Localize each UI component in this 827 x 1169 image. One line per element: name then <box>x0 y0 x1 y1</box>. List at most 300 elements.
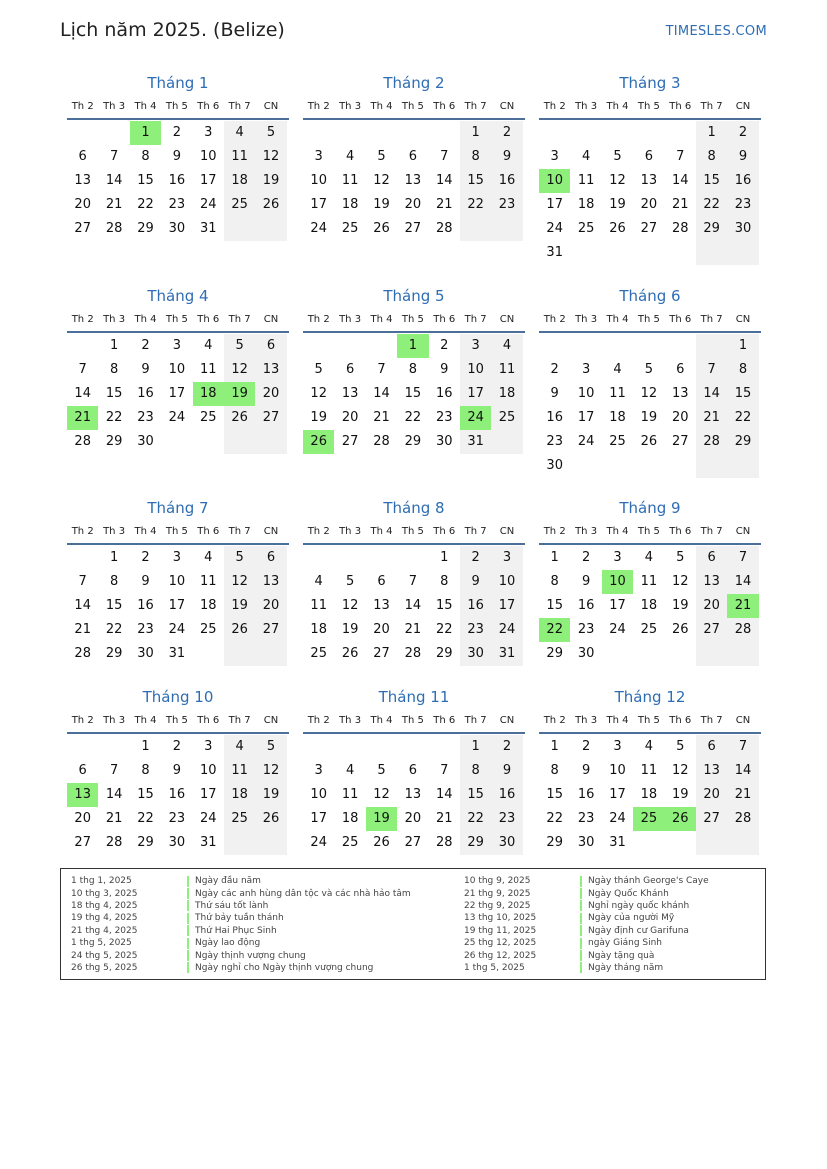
day-cell[interactable]: 16 <box>577 598 595 613</box>
day-cell[interactable]: 14 <box>105 787 123 802</box>
day-cell[interactable]: 8 <box>460 759 491 783</box>
day-cell[interactable]: 27 <box>373 646 390 661</box>
day-cell[interactable]: 11 <box>310 598 327 613</box>
day-cell[interactable]: 28 <box>727 807 758 831</box>
day-cell[interactable]: 1 <box>550 739 559 754</box>
holiday-day-cell[interactable]: 24 <box>460 406 491 430</box>
day-cell[interactable]: 8 <box>460 145 491 169</box>
day-cell[interactable]: 20 <box>696 594 727 618</box>
day-cell[interactable]: 23 <box>491 807 522 831</box>
day-cell[interactable]: 3 <box>204 739 213 754</box>
day-cell[interactable]: 21 <box>105 811 123 826</box>
day-cell[interactable]: 16 <box>435 386 453 401</box>
day-cell[interactable]: 28 <box>74 646 91 661</box>
day-cell[interactable]: 1 <box>440 550 449 565</box>
day-cell[interactable]: 4 <box>224 735 255 759</box>
holiday-day-cell[interactable]: 26 <box>665 807 696 831</box>
day-cell[interactable]: 29 <box>404 434 422 449</box>
day-cell[interactable]: 17 <box>546 197 563 212</box>
day-cell[interactable]: 24 <box>609 811 626 826</box>
day-cell[interactable]: 5 <box>255 735 286 759</box>
day-cell[interactable]: 19 <box>341 622 359 637</box>
day-cell[interactable]: 28 <box>696 430 727 454</box>
day-cell[interactable]: 4 <box>581 149 591 164</box>
day-cell[interactable]: 13 <box>696 570 727 594</box>
day-cell[interactable]: 11 <box>640 763 658 778</box>
day-cell[interactable]: 15 <box>105 598 123 613</box>
day-cell[interactable]: 13 <box>404 173 422 188</box>
day-cell[interactable]: 28 <box>435 221 453 236</box>
day-cell[interactable]: 2 <box>550 362 559 377</box>
holiday-day-cell[interactable]: 21 <box>727 594 758 618</box>
day-cell[interactable]: 17 <box>310 811 327 826</box>
day-cell[interactable]: 30 <box>168 835 186 850</box>
day-cell[interactable]: 20 <box>255 594 286 618</box>
day-cell[interactable]: 29 <box>546 835 563 850</box>
day-cell[interactable]: 10 <box>460 358 491 382</box>
day-cell[interactable]: 17 <box>491 594 522 618</box>
holiday-day-cell[interactable]: 21 <box>67 406 98 430</box>
day-cell[interactable]: 30 <box>435 434 453 449</box>
holiday-day-cell[interactable]: 1 <box>397 334 428 358</box>
day-cell[interactable]: 5 <box>676 739 685 754</box>
day-cell[interactable]: 31 <box>460 430 491 454</box>
day-cell[interactable]: 23 <box>577 811 595 826</box>
day-cell[interactable]: 24 <box>310 221 327 236</box>
day-cell[interactable]: 27 <box>341 434 359 449</box>
day-cell[interactable]: 7 <box>78 362 87 377</box>
day-cell[interactable]: 9 <box>440 362 449 377</box>
day-cell[interactable]: 8 <box>550 574 559 589</box>
day-cell[interactable]: 27 <box>404 835 422 850</box>
day-cell[interactable]: 4 <box>204 338 213 353</box>
day-cell[interactable]: 6 <box>408 763 417 778</box>
day-cell[interactable]: 21 <box>74 622 91 637</box>
day-cell[interactable]: 20 <box>373 622 390 637</box>
day-cell[interactable]: 21 <box>435 811 453 826</box>
day-cell[interactable]: 11 <box>224 759 255 783</box>
day-cell[interactable]: 16 <box>546 410 563 425</box>
day-cell[interactable]: 21 <box>404 622 422 637</box>
holiday-day-cell[interactable]: 25 <box>633 807 664 831</box>
day-cell[interactable]: 26 <box>671 622 689 637</box>
day-cell[interactable]: 5 <box>255 121 286 145</box>
day-cell[interactable]: 28 <box>727 618 758 642</box>
day-cell[interactable]: 17 <box>609 598 626 613</box>
day-cell[interactable]: 24 <box>168 622 186 637</box>
day-cell[interactable]: 6 <box>644 149 653 164</box>
day-cell[interactable]: 3 <box>581 362 591 377</box>
day-cell[interactable]: 9 <box>581 763 591 778</box>
day-cell[interactable]: 19 <box>310 410 327 425</box>
day-cell[interactable]: 25 <box>310 646 327 661</box>
day-cell[interactable]: 26 <box>640 434 658 449</box>
day-cell[interactable]: 17 <box>168 598 186 613</box>
day-cell[interactable]: 1 <box>109 550 119 565</box>
day-cell[interactable]: 6 <box>78 149 87 164</box>
day-cell[interactable]: 19 <box>255 169 286 193</box>
day-cell[interactable]: 18 <box>640 787 658 802</box>
day-cell[interactable]: 20 <box>404 197 422 212</box>
day-cell[interactable]: 24 <box>577 434 595 449</box>
day-cell[interactable]: 23 <box>435 410 453 425</box>
day-cell[interactable]: 3 <box>204 125 213 140</box>
day-cell[interactable]: 2 <box>581 550 591 565</box>
day-cell[interactable]: 15 <box>727 382 758 406</box>
day-cell[interactable]: 18 <box>310 622 327 637</box>
day-cell[interactable]: 26 <box>341 646 359 661</box>
day-cell[interactable]: 27 <box>696 807 727 831</box>
day-cell[interactable]: 21 <box>696 406 727 430</box>
day-cell[interactable]: 18 <box>491 382 522 406</box>
day-cell[interactable]: 12 <box>341 598 359 613</box>
day-cell[interactable]: 13 <box>373 598 390 613</box>
day-cell[interactable]: 7 <box>676 149 685 164</box>
day-cell[interactable]: 12 <box>310 386 327 401</box>
day-cell[interactable]: 26 <box>373 221 390 236</box>
day-cell[interactable]: 4 <box>204 550 213 565</box>
day-cell[interactable]: 9 <box>491 759 522 783</box>
day-cell[interactable]: 3 <box>613 550 622 565</box>
day-cell[interactable]: 21 <box>435 197 453 212</box>
day-cell[interactable]: 15 <box>137 173 154 188</box>
day-cell[interactable]: 29 <box>727 430 758 454</box>
day-cell[interactable]: 28 <box>105 835 123 850</box>
day-cell[interactable]: 1 <box>550 550 559 565</box>
day-cell[interactable]: 25 <box>577 221 595 236</box>
day-cell[interactable]: 13 <box>696 759 727 783</box>
day-cell[interactable]: 19 <box>671 598 689 613</box>
day-cell[interactable]: 14 <box>404 598 422 613</box>
day-cell[interactable]: 6 <box>78 763 87 778</box>
day-cell[interactable]: 23 <box>168 197 186 212</box>
day-cell[interactable]: 1 <box>727 334 758 358</box>
day-cell[interactable]: 12 <box>224 570 255 594</box>
day-cell[interactable]: 27 <box>255 618 286 642</box>
day-cell[interactable]: 29 <box>137 835 154 850</box>
day-cell[interactable]: 4 <box>314 574 323 589</box>
day-cell[interactable]: 29 <box>696 217 727 241</box>
day-cell[interactable]: 27 <box>696 618 727 642</box>
day-cell[interactable]: 14 <box>373 386 390 401</box>
day-cell[interactable]: 14 <box>74 598 91 613</box>
day-cell[interactable]: 22 <box>105 622 123 637</box>
day-cell[interactable]: 31 <box>491 642 522 666</box>
day-cell[interactable]: 26 <box>224 618 255 642</box>
day-cell[interactable]: 24 <box>199 197 217 212</box>
day-cell[interactable]: 31 <box>609 835 626 850</box>
day-cell[interactable]: 22 <box>460 807 491 831</box>
day-cell[interactable]: 18 <box>199 598 217 613</box>
day-cell[interactable]: 12 <box>373 787 390 802</box>
day-cell[interactable]: 30 <box>491 831 522 855</box>
day-cell[interactable]: 2 <box>440 338 449 353</box>
day-cell[interactable]: 26 <box>255 807 286 831</box>
day-cell[interactable]: 5 <box>224 334 255 358</box>
day-cell[interactable]: 19 <box>640 410 658 425</box>
day-cell[interactable]: 11 <box>341 787 359 802</box>
day-cell[interactable]: 14 <box>727 759 758 783</box>
day-cell[interactable]: 4 <box>613 362 622 377</box>
day-cell[interactable]: 4 <box>345 149 355 164</box>
day-cell[interactable]: 1 <box>141 739 150 754</box>
day-cell[interactable]: 2 <box>581 739 591 754</box>
day-cell[interactable]: 16 <box>577 787 595 802</box>
day-cell[interactable]: 12 <box>255 145 286 169</box>
day-cell[interactable]: 3 <box>172 338 181 353</box>
day-cell[interactable]: 30 <box>577 646 595 661</box>
day-cell[interactable]: 8 <box>727 358 758 382</box>
day-cell[interactable]: 27 <box>255 406 286 430</box>
day-cell[interactable]: 12 <box>255 759 286 783</box>
day-cell[interactable]: 19 <box>609 197 626 212</box>
day-cell[interactable]: 22 <box>105 410 123 425</box>
day-cell[interactable]: 14 <box>105 173 123 188</box>
day-cell[interactable]: 9 <box>141 574 150 589</box>
day-cell[interactable]: 8 <box>141 763 150 778</box>
day-cell[interactable]: 20 <box>696 783 727 807</box>
day-cell[interactable]: 4 <box>644 550 653 565</box>
day-cell[interactable]: 16 <box>137 386 154 401</box>
day-cell[interactable]: 30 <box>168 221 186 236</box>
day-cell[interactable]: 24 <box>199 811 217 826</box>
holiday-day-cell[interactable]: 19 <box>224 382 255 406</box>
day-cell[interactable]: 28 <box>671 221 689 236</box>
day-cell[interactable]: 30 <box>460 642 491 666</box>
day-cell[interactable]: 28 <box>373 434 390 449</box>
day-cell[interactable]: 2 <box>491 121 522 145</box>
day-cell[interactable]: 10 <box>577 386 595 401</box>
day-cell[interactable]: 13 <box>255 358 286 382</box>
day-cell[interactable]: 9 <box>727 145 758 169</box>
day-cell[interactable]: 9 <box>550 386 559 401</box>
day-cell[interactable]: 6 <box>377 574 386 589</box>
day-cell[interactable]: 10 <box>199 149 217 164</box>
day-cell[interactable]: 13 <box>74 173 91 188</box>
day-cell[interactable]: 7 <box>727 735 758 759</box>
day-cell[interactable]: 25 <box>640 622 658 637</box>
day-cell[interactable]: 19 <box>671 787 689 802</box>
holiday-day-cell[interactable]: 18 <box>193 382 224 406</box>
day-cell[interactable]: 11 <box>577 173 595 188</box>
day-cell[interactable]: 6 <box>696 735 727 759</box>
day-cell[interactable]: 2 <box>460 546 491 570</box>
day-cell[interactable]: 18 <box>341 197 359 212</box>
day-cell[interactable]: 26 <box>255 193 286 217</box>
day-cell[interactable]: 28 <box>435 835 453 850</box>
day-cell[interactable]: 9 <box>172 763 181 778</box>
day-cell[interactable]: 18 <box>224 169 255 193</box>
day-cell[interactable]: 27 <box>640 221 658 236</box>
day-cell[interactable]: 6 <box>255 334 286 358</box>
day-cell[interactable]: 6 <box>408 149 417 164</box>
day-cell[interactable]: 17 <box>577 410 595 425</box>
day-cell[interactable]: 14 <box>671 173 689 188</box>
day-cell[interactable]: 5 <box>613 149 622 164</box>
day-cell[interactable]: 11 <box>609 386 626 401</box>
day-cell[interactable]: 11 <box>640 574 658 589</box>
day-cell[interactable]: 17 <box>199 787 217 802</box>
day-cell[interactable]: 15 <box>105 386 123 401</box>
day-cell[interactable]: 13 <box>341 386 359 401</box>
day-cell[interactable]: 13 <box>671 386 689 401</box>
day-cell[interactable]: 17 <box>460 382 491 406</box>
day-cell[interactable]: 8 <box>440 574 449 589</box>
day-cell[interactable]: 11 <box>491 358 522 382</box>
holiday-day-cell[interactable]: 10 <box>602 570 633 594</box>
holiday-day-cell[interactable]: 22 <box>539 618 570 642</box>
day-cell[interactable]: 2 <box>491 735 522 759</box>
day-cell[interactable]: 2 <box>172 125 181 140</box>
day-cell[interactable]: 4 <box>345 763 355 778</box>
day-cell[interactable]: 8 <box>109 574 119 589</box>
day-cell[interactable]: 6 <box>345 362 355 377</box>
day-cell[interactable]: 1 <box>460 121 491 145</box>
day-cell[interactable]: 30 <box>137 434 154 449</box>
day-cell[interactable]: 12 <box>671 574 689 589</box>
day-cell[interactable]: 18 <box>224 783 255 807</box>
day-cell[interactable]: 12 <box>640 386 658 401</box>
day-cell[interactable]: 28 <box>105 221 123 236</box>
day-cell[interactable]: 1 <box>109 338 119 353</box>
day-cell[interactable]: 17 <box>310 197 327 212</box>
day-cell[interactable]: 14 <box>74 386 91 401</box>
day-cell[interactable]: 30 <box>137 646 154 661</box>
day-cell[interactable]: 23 <box>727 193 758 217</box>
day-cell[interactable]: 25 <box>199 410 217 425</box>
day-cell[interactable]: 1 <box>460 735 491 759</box>
day-cell[interactable]: 9 <box>491 145 522 169</box>
brand-link[interactable]: TIMESLES.COM <box>665 24 767 39</box>
day-cell[interactable]: 31 <box>199 221 217 236</box>
day-cell[interactable]: 10 <box>199 763 217 778</box>
day-cell[interactable]: 14 <box>696 382 727 406</box>
day-cell[interactable]: 16 <box>491 169 522 193</box>
day-cell[interactable]: 15 <box>696 169 727 193</box>
day-cell[interactable]: 2 <box>172 739 181 754</box>
day-cell[interactable]: 16 <box>460 594 491 618</box>
day-cell[interactable]: 29 <box>137 221 154 236</box>
day-cell[interactable]: 3 <box>172 550 181 565</box>
day-cell[interactable]: 8 <box>696 145 727 169</box>
day-cell[interactable]: 31 <box>168 646 186 661</box>
day-cell[interactable]: 23 <box>460 618 491 642</box>
day-cell[interactable]: 9 <box>581 574 591 589</box>
day-cell[interactable]: 13 <box>255 570 286 594</box>
day-cell[interactable]: 27 <box>74 835 91 850</box>
day-cell[interactable]: 29 <box>435 646 453 661</box>
day-cell[interactable]: 5 <box>377 149 386 164</box>
day-cell[interactable]: 18 <box>640 598 658 613</box>
day-cell[interactable]: 4 <box>491 334 522 358</box>
day-cell[interactable]: 16 <box>168 173 186 188</box>
day-cell[interactable]: 2 <box>141 338 150 353</box>
day-cell[interactable]: 20 <box>404 811 422 826</box>
day-cell[interactable]: 15 <box>404 386 422 401</box>
day-cell[interactable]: 24 <box>491 618 522 642</box>
day-cell[interactable]: 7 <box>408 574 417 589</box>
day-cell[interactable]: 5 <box>314 362 323 377</box>
day-cell[interactable]: 22 <box>137 197 154 212</box>
day-cell[interactable]: 22 <box>696 193 727 217</box>
day-cell[interactable]: 10 <box>609 763 626 778</box>
day-cell[interactable]: 21 <box>727 783 758 807</box>
day-cell[interactable]: 2 <box>727 121 758 145</box>
day-cell[interactable]: 22 <box>546 811 563 826</box>
day-cell[interactable]: 24 <box>310 835 327 850</box>
day-cell[interactable]: 28 <box>74 434 91 449</box>
day-cell[interactable]: 24 <box>546 221 563 236</box>
day-cell[interactable]: 29 <box>105 646 123 661</box>
holiday-day-cell[interactable]: 1 <box>130 121 161 145</box>
day-cell[interactable]: 4 <box>644 739 653 754</box>
day-cell[interactable]: 11 <box>199 362 217 377</box>
day-cell[interactable]: 20 <box>341 410 359 425</box>
day-cell[interactable]: 11 <box>224 145 255 169</box>
day-cell[interactable]: 20 <box>671 410 689 425</box>
day-cell[interactable]: 6 <box>676 362 685 377</box>
day-cell[interactable]: 5 <box>644 362 653 377</box>
holiday-day-cell[interactable]: 10 <box>539 169 570 193</box>
day-cell[interactable]: 20 <box>74 811 91 826</box>
day-cell[interactable]: 23 <box>546 434 563 449</box>
day-cell[interactable]: 18 <box>577 197 595 212</box>
day-cell[interactable]: 15 <box>546 787 563 802</box>
day-cell[interactable]: 7 <box>109 149 119 164</box>
day-cell[interactable]: 9 <box>172 149 181 164</box>
day-cell[interactable]: 3 <box>460 334 491 358</box>
day-cell[interactable]: 7 <box>109 763 119 778</box>
day-cell[interactable]: 31 <box>199 835 217 850</box>
day-cell[interactable]: 14 <box>435 173 453 188</box>
day-cell[interactable]: 10 <box>168 574 186 589</box>
day-cell[interactable]: 25 <box>199 622 217 637</box>
day-cell[interactable]: 5 <box>377 763 386 778</box>
day-cell[interactable]: 19 <box>373 197 390 212</box>
day-cell[interactable]: 6 <box>255 546 286 570</box>
day-cell[interactable]: 23 <box>137 410 154 425</box>
day-cell[interactable]: 16 <box>137 598 154 613</box>
day-cell[interactable]: 10 <box>491 570 522 594</box>
day-cell[interactable]: 11 <box>199 574 217 589</box>
day-cell[interactable]: 18 <box>341 811 359 826</box>
day-cell[interactable]: 20 <box>640 197 658 212</box>
day-cell[interactable]: 29 <box>460 831 491 855</box>
day-cell[interactable]: 12 <box>373 173 390 188</box>
day-cell[interactable]: 27 <box>671 434 689 449</box>
day-cell[interactable]: 12 <box>609 173 626 188</box>
day-cell[interactable]: 10 <box>310 787 327 802</box>
day-cell[interactable]: 17 <box>168 386 186 401</box>
day-cell[interactable]: 3 <box>550 149 559 164</box>
day-cell[interactable]: 7 <box>78 574 87 589</box>
day-cell[interactable]: 7 <box>377 362 386 377</box>
day-cell[interactable]: 23 <box>137 622 154 637</box>
day-cell[interactable]: 31 <box>546 245 563 260</box>
day-cell[interactable]: 27 <box>404 221 422 236</box>
day-cell[interactable]: 21 <box>105 197 123 212</box>
day-cell[interactable]: 14 <box>727 570 758 594</box>
day-cell[interactable]: 2 <box>141 550 150 565</box>
day-cell[interactable]: 7 <box>440 149 449 164</box>
day-cell[interactable]: 5 <box>345 574 355 589</box>
day-cell[interactable]: 30 <box>727 217 758 241</box>
day-cell[interactable]: 15 <box>137 787 154 802</box>
day-cell[interactable]: 21 <box>373 410 390 425</box>
day-cell[interactable]: 11 <box>341 173 359 188</box>
day-cell[interactable]: 24 <box>609 622 626 637</box>
day-cell[interactable]: 5 <box>676 550 685 565</box>
